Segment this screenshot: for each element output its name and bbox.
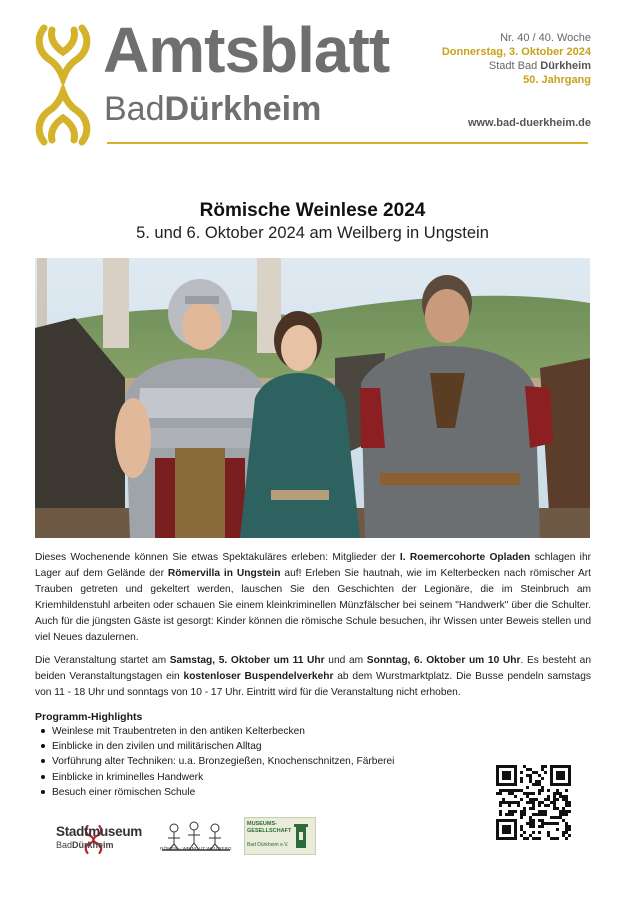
roemer-weingut-text: RÖMER - WEINGUT WEILBERG bbox=[160, 846, 232, 851]
stadtmuseum-name: Stadtmuseum bbox=[56, 824, 142, 839]
museumsgesellschaft-line-1: MUSEUMS- bbox=[247, 821, 277, 827]
article-paragraph-2: Die Veranstaltung startet am Samstag, 5. Oktober um 11 Uhr und am Sonntag, 6. Oktober um 10 Uhr. Es besteht an beiden Veranstaltungstagen ein kostenloser Buspendelverkehr ab dem Wurstmarktplatz. Die Busse pendeln samstags von 11 - 18 Uhr und sonntags von 10 - 17 Uhr. Eintritt wird für die Veranstaltung nicht erhoben. bbox=[35, 655, 591, 698]
list-item: Einblicke in den zivilen und militärischen Alltag bbox=[35, 739, 394, 754]
website-link[interactable]: www.bad-duerkheim.de bbox=[467, 117, 591, 129]
article-headline: Römische Weinlese 2024 bbox=[199, 200, 426, 221]
masthead-title: Amtsblatt bbox=[103, 14, 390, 86]
museumsgesellschaft-line-3: Bad Dürkheim e.V. bbox=[247, 842, 289, 848]
bad-duerkheim-logo-icon bbox=[34, 22, 92, 148]
masthead-divider bbox=[107, 142, 588, 144]
volume-year: 50. Jahrgang bbox=[523, 74, 591, 86]
list-item: Weinlese mit Traubentreten in den antiken Kelterbecken bbox=[35, 724, 394, 739]
issuer-town: Stadt Bad Dürkheim bbox=[488, 60, 591, 72]
list-item: Vorführung alter Techniken: u.a. Bronzegießen, Knochenschnitzen, Färberei bbox=[35, 754, 394, 769]
article-subhead: 5. und 6. Oktober 2024 am Weilberg in Ungstein bbox=[136, 224, 489, 242]
roman-reenactors-photo bbox=[35, 258, 590, 538]
highlights-title: Programm-Highlights bbox=[35, 711, 143, 723]
issue-date: Donnerstag, 3. Oktober 2024 bbox=[441, 46, 591, 58]
stadtmuseum-subtitle: BadDürkheim bbox=[56, 840, 114, 850]
qr-code-icon[interactable] bbox=[496, 765, 571, 840]
issue-number: Nr. 40 / 40. Woche bbox=[500, 32, 591, 44]
highlights-list bbox=[35, 724, 394, 800]
article-paragraph-1: Dieses Wochenende können Sie etwas Spektakuläres erleben: Mitglieder der I. Roemercohorte Opladen schlagen ihr Lager auf dem Gelände der Römervilla in Ungstein auf! Erleben Sie hautnah, wie im Kelterbecken nach römischer Art Trauben getreten und gekeltert werden, lauschen Sie den Geschichten der Legionäre, die im Steinbruch am Kriemhildenstuhl arbeiten oder schauen Sie einem kleinkriminellen Münzfälscher bei seinem "Handwerk" über die Schulter. Auch für die jüngsten Gäste ist gesorgt: Kinder können die römische Schule besuchen, ihr Wissen unter Beweis stellen und viel Neues dazulernen. bbox=[35, 552, 592, 643]
museumsgesellschaft-line-2: GESELLSCHAFT bbox=[247, 828, 292, 834]
museum-tower-icon bbox=[293, 822, 309, 850]
masthead-subtitle: BadDürkheim bbox=[104, 90, 322, 128]
list-item: Besuch einer römischen Schule bbox=[35, 785, 394, 800]
list-item: Einblicke in kriminelles Handwerk bbox=[35, 770, 394, 785]
